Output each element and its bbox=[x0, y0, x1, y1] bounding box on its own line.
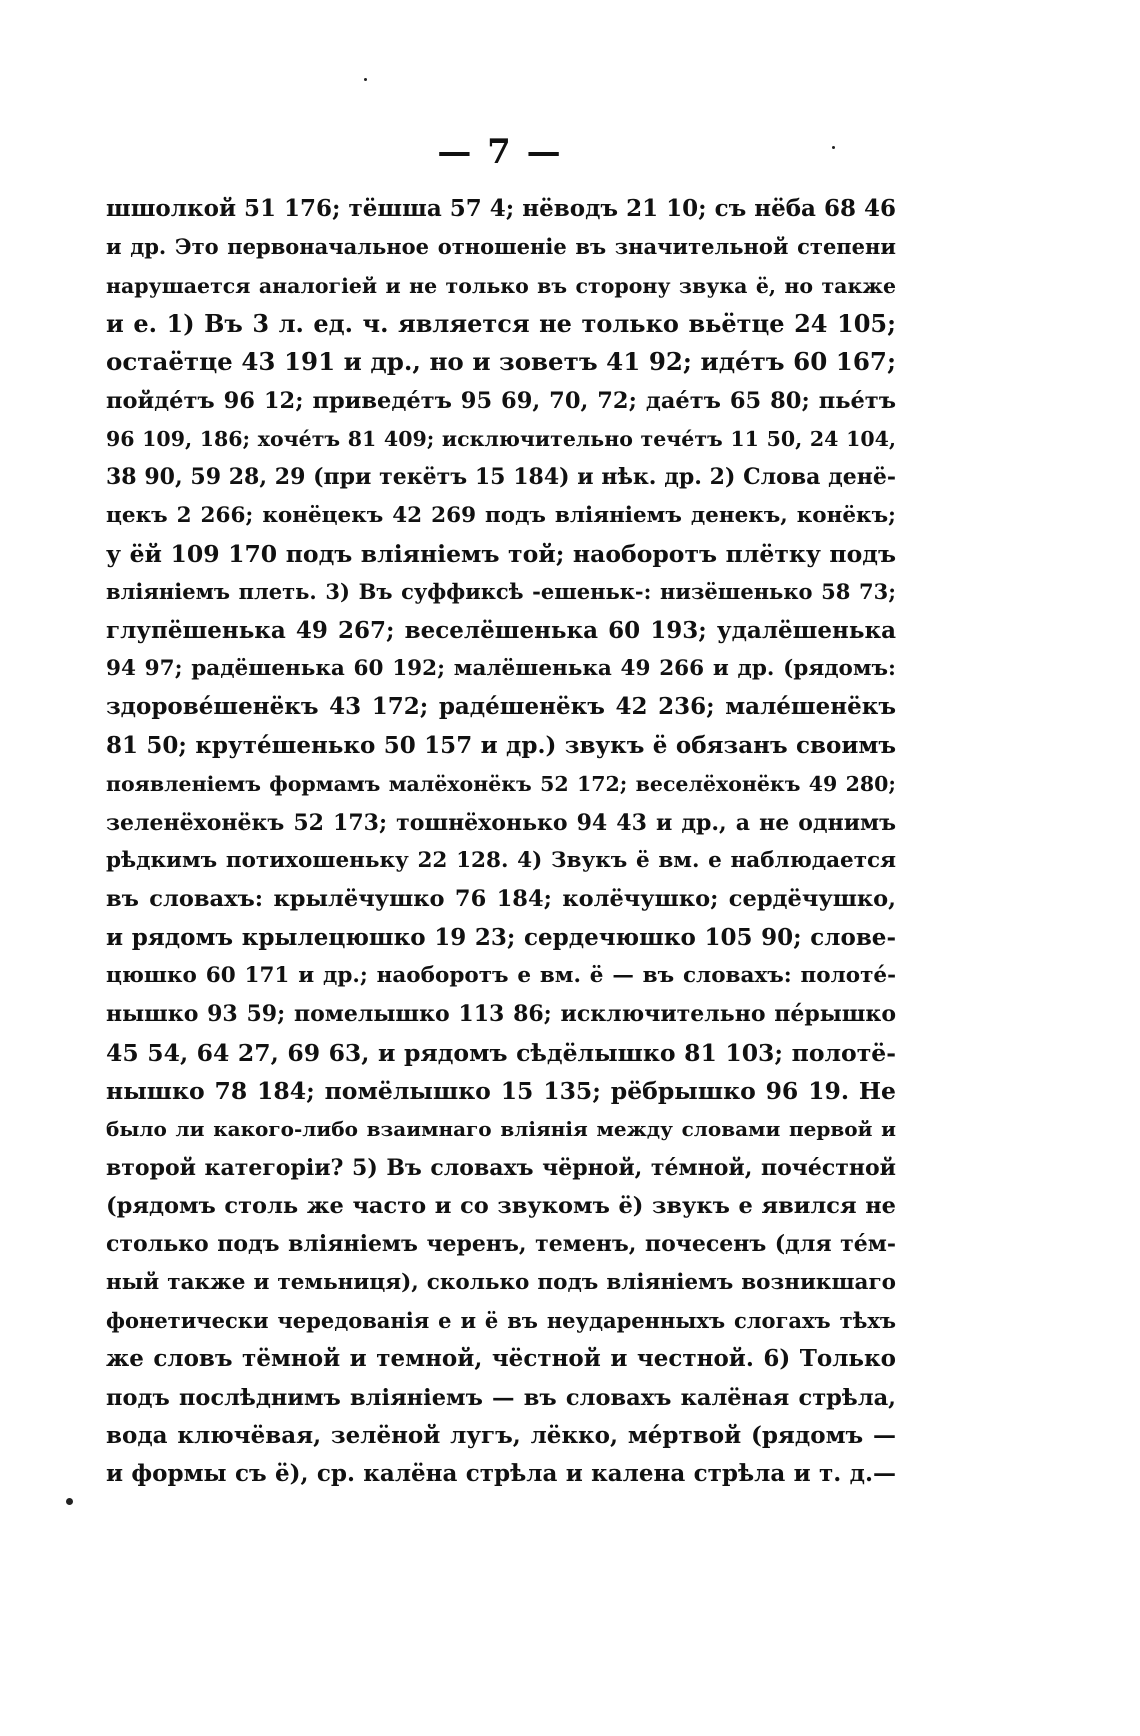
text-line: шшолкой 51 176; тёшша 57 4; нёводъ 21 10; съ нёба 68 46 bbox=[106, 195, 896, 222]
text-line: зеленёхонёкъ 52 173; тошнёхонько 94 43 и др., а не однимъ bbox=[106, 809, 896, 836]
text-line: 45 54, 64 27, 69 63, и рядомъ сѣдёлышко 81 103; полотё- bbox=[106, 1038, 896, 1067]
text-line: же словъ тёмной и темной, чёстной и честной. 6) Только bbox=[106, 1345, 896, 1373]
text-line: и е. 1) Въ 3 л. ед. ч. является не только вьётце 24 105; bbox=[106, 309, 896, 339]
text-line: 81 50; крутéшенько 50 157 и др.) звукъ ё обязанъ своимъ bbox=[106, 731, 896, 759]
page-number: — 7 — bbox=[437, 132, 563, 172]
text-line: вода ключёвая, зелёной лугъ, лёкко, мéртвой (рядомъ — bbox=[106, 1422, 896, 1449]
body-text bbox=[106, 190, 896, 1494]
text-line: подъ послѣднимъ вліяніемъ — въ словахъ калёная стрѣла, bbox=[106, 1384, 896, 1411]
text-line: ный также и темьниця), сколько подъ вліяніемъ возникшаго bbox=[106, 1269, 896, 1295]
text-line: цекъ 2 266; конёцекъ 42 269 подъ вліяніемъ денекъ, конёкъ; bbox=[106, 502, 896, 528]
text-line: у ёй 109 170 подъ вліяніемъ той; наоборотъ плётку подъ bbox=[106, 540, 896, 569]
text-line: (рядомъ столь же часто и со звукомъ ё) звукъ е явился не bbox=[106, 1192, 896, 1219]
text-line: рѣдкимъ потихошеньку 22 128. 4) Звукъ ё вм. е наблюдается bbox=[106, 847, 896, 873]
text-line: второй категоріи? 5) Въ словахъ чёрной, тéмной, почéстной bbox=[106, 1154, 896, 1181]
text-line: столько подъ вліяніемъ черенъ, теменъ, почесенъ (для тéм- bbox=[106, 1231, 896, 1258]
text-line: 38 90, 59 28, 29 (при текётъ 15 184) и нѣк. др. 2) Слова денё- bbox=[106, 464, 896, 491]
text-line: нарушается аналогіей и не только въ сторону звука ё, но также bbox=[106, 273, 896, 298]
text-line: появленіемъ формамъ малёхонёкъ 52 172; веселёхонёкъ 49 280; bbox=[106, 772, 896, 797]
text-line: 96 109, 186; хочéтъ 81 409; исключительно течéтъ 11 50, 24 104, bbox=[106, 427, 896, 452]
text-line: нышко 78 184; помёлышко 15 135; рёбрышко 96 19. Не bbox=[106, 1076, 896, 1105]
text-line: фонетически чередованія е и ё въ неударенныхъ слогахъ тѣхъ bbox=[106, 1307, 896, 1333]
text-line: и др. Это первоначальное отношеніе въ значительной степени bbox=[106, 234, 896, 260]
text-line: глупёшенька 49 267; веселёшенька 60 193; удалёшенька bbox=[106, 616, 896, 644]
text-line: было ли какого-либо взаимнаго вліянія между словами первой и bbox=[106, 1117, 896, 1142]
text-line: цюшко 60 171 и др.; наоборотъ е вм. ё — въ словахъ: полоте́- bbox=[106, 962, 896, 988]
text-line: и рядомъ крылецюшко 19 23; сердечюшко 105 90; слове- bbox=[106, 923, 896, 951]
text-line: здоровéшенёкъ 43 172; радéшенёкъ 42 236; малéшенёкъ bbox=[106, 693, 896, 721]
text-line: и формы съ ё), ср. калёна стрѣла и калена стрѣла и т. д.— bbox=[106, 1460, 896, 1488]
ink-speck bbox=[66, 1498, 73, 1505]
text-line: вліяніемъ плеть. 3) Въ суффиксѣ -ешеньк-: низёшенько 58 73; bbox=[106, 579, 896, 605]
text-line: 94 97; радёшенька 60 192; малёшенька 49 266 и др. (рядомъ: bbox=[106, 656, 896, 682]
text-line: остаётце 43 191 и др., но и зоветъ 41 92; идéтъ 60 167; bbox=[106, 347, 896, 377]
ink-speck bbox=[364, 78, 367, 81]
text-line: нышко 93 59; помелышко 113 86; исключительно пе́рышко bbox=[106, 1001, 896, 1028]
text-line: въ словахъ: крылёчушко 76 184; колёчушко; сердёчушко, bbox=[106, 886, 896, 913]
text-line: пойдéтъ 96 12; приведéтъ 95 69, 70, 72; даéтъ 65 80; пьéтъ bbox=[106, 387, 896, 414]
